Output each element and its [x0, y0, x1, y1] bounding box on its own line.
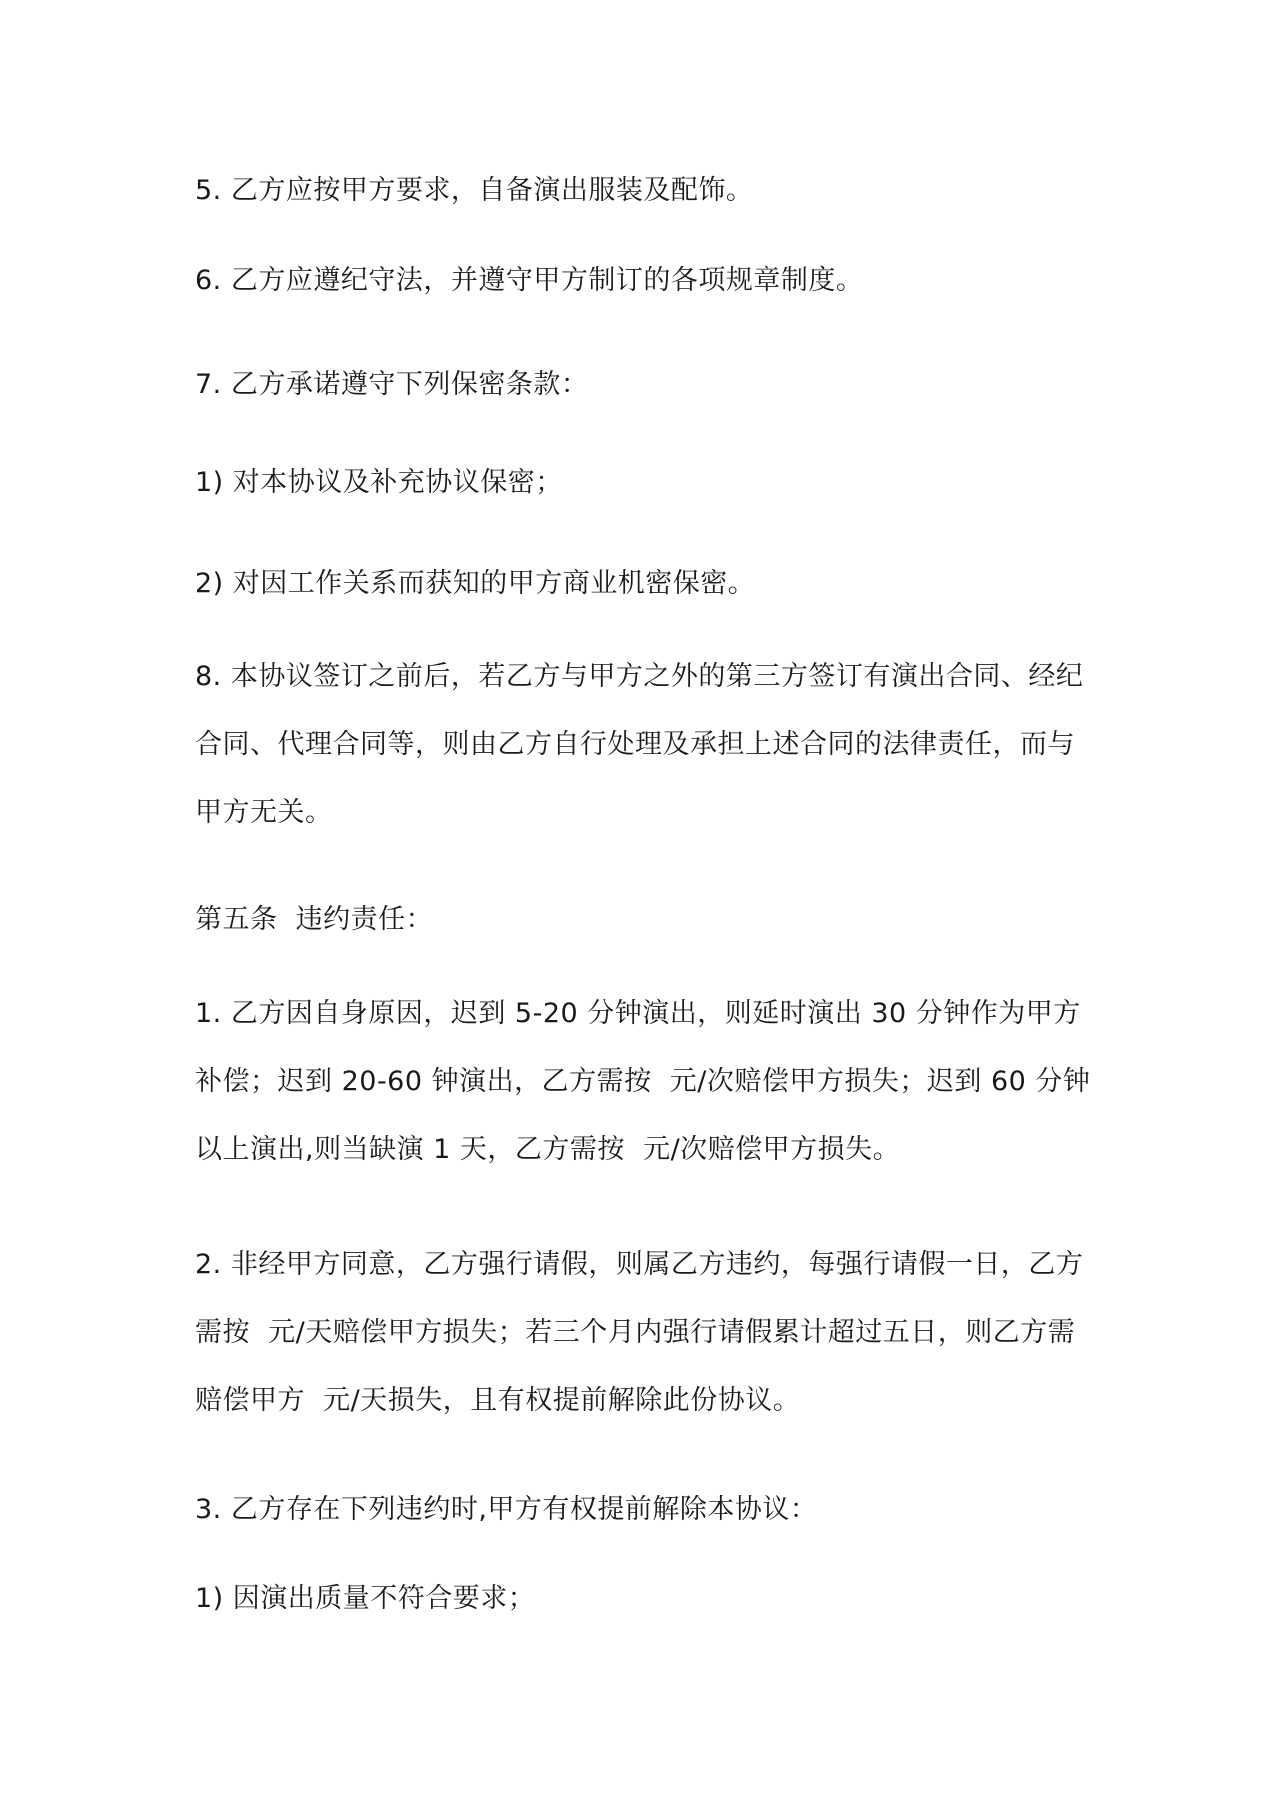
- clause-8-third-party: 8. 本协议签订之前后，若乙方与甲方之外的第三方签订有演出合同、经纪合同、代理合同等，则由乙方自行处理及承担上述合同的法律责任，而与甲方无关。: [195, 661, 1084, 828]
- liability-3-termination: 3. 乙方存在下列违约时,甲方有权提前解除本协议：: [195, 1494, 818, 1525]
- clause-7-item-1: 1) 对本协议及补充协议保密；: [195, 467, 563, 498]
- liability-3-item-1: 1) 因演出质量不符合要求；: [195, 1583, 536, 1614]
- clause-6-regulations: 6. 乙方应遵纪守法，并遵守甲方制订的各项规章制度。: [195, 265, 864, 296]
- clause-7-confidentiality: 7. 乙方承诺遵守下列保密条款：: [195, 369, 589, 400]
- clause-5-costumes: 5. 乙方应按甲方要求，自备演出服装及配饰。: [195, 175, 754, 206]
- article-5-heading: 第五条 违约责任：: [195, 904, 434, 935]
- liability-2-leave: 2. 非经甲方同意，乙方强行请假，则属乙方违约，每强行请假一日，乙方需按 元/天赔偿甲方损失；若三个月内强行请假累计超过五日，则乙方需赔偿甲方 元/天损失，且有权提前解除此份协议。: [195, 1249, 1084, 1416]
- clause-7-item-2: 2) 对因工作关系而获知的甲方商业机密保密。: [195, 568, 756, 599]
- liability-1-lateness: 1. 乙方因自身原因，迟到 5-20 分钟演出，则延时演出 30 分钟作为甲方补偿；迟到 20-60 钟演出，乙方需按 元/次赔偿甲方损失；迟到 60 分钟以上演出,则当缺演 1 天，乙方需按 元/次赔偿甲方损失。: [195, 998, 1091, 1165]
